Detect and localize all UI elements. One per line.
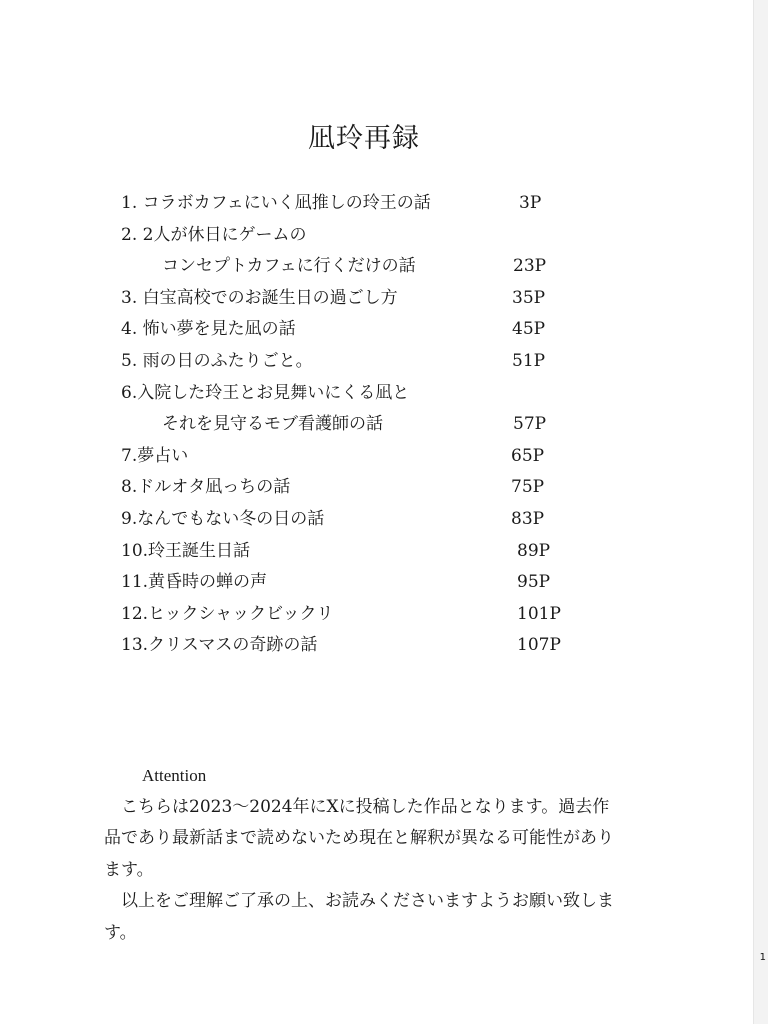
toc-page: 3P [519,193,542,213]
toc-label: それを見守るモブ看護師の話 [162,414,383,435]
toc-label: 10.玲王誕生日話 [121,540,251,561]
attention-paragraph-2: 以上をご理解ご了承の上、お読みくださいますようお願い致します。 [104,891,614,943]
toc-row-1 [121,188,601,220]
toc-page: 65P [511,445,545,466]
toc-row-2 [121,220,601,252]
toc-page: 101P [517,603,561,624]
toc-row-13 [121,630,601,662]
toc-row-5 [121,346,601,378]
attention-paragraph-1: こちらは2023〜2024年にXに投稿した作品となります。過去作品であり最新話まで読めないため現在と解釈が異なる可能性があります。 [104,796,614,880]
attention-heading: Attention [142,766,207,785]
attention-section [104,760,614,949]
toc-row-3 [121,283,601,315]
document-title: 凪玲再録 [308,123,420,154]
toc-label: 4. 怖い夢を見た凪の話 [121,319,296,340]
toc-page: 83P [511,508,545,529]
toc-label: 12.ヒックシャックビックリ [121,603,334,624]
toc-page: 107P [517,635,561,656]
page-edge-strip [753,0,768,1024]
toc-page: 23P [513,256,547,277]
toc-label: 6.入院した玲王とお見舞いにくる凪と [121,382,410,403]
toc-label: 1. コラボカフェにいく凪推しの玲王の話 [121,193,431,213]
toc-label: 9.なんでもない冬の日の話 [121,508,325,529]
toc-row-11 [121,567,601,599]
toc-row-2-cont [121,251,601,283]
toc-page: 45P [512,319,546,340]
toc-label: コンセプトカフェに行くだけの話 [162,256,416,277]
toc-page: 51P [512,350,546,371]
toc-row-8 [121,472,601,504]
toc-page: 89P [517,540,551,561]
toc-label: 5. 雨の日のふたりごと。 [121,350,313,371]
toc-row-4 [121,314,601,346]
toc-page: 75P [511,477,545,498]
toc-page: 57P [513,414,547,435]
toc-row-12 [121,599,601,631]
table-of-contents [121,188,601,662]
toc-row-6-cont [121,409,601,441]
toc-row-7 [121,441,601,473]
toc-row-6 [121,378,601,410]
page-number: 1 [759,952,766,963]
toc-page: 95P [517,572,551,593]
toc-label: 8.ドルオタ凪っちの話 [121,477,291,498]
toc-label: 2. 2人が休日にゲームの [121,224,307,245]
toc-label: 13.クリスマスの奇跡の話 [121,635,318,656]
toc-page: 35P [512,287,546,308]
toc-label: 3. 白宝高校でのお誕生日の過ごし方 [121,287,398,308]
toc-label: 11.黄昏時の蝉の声 [121,572,268,593]
toc-label: 7.夢占い [121,445,189,466]
toc-row-9 [121,504,601,536]
toc-row-10 [121,536,601,568]
